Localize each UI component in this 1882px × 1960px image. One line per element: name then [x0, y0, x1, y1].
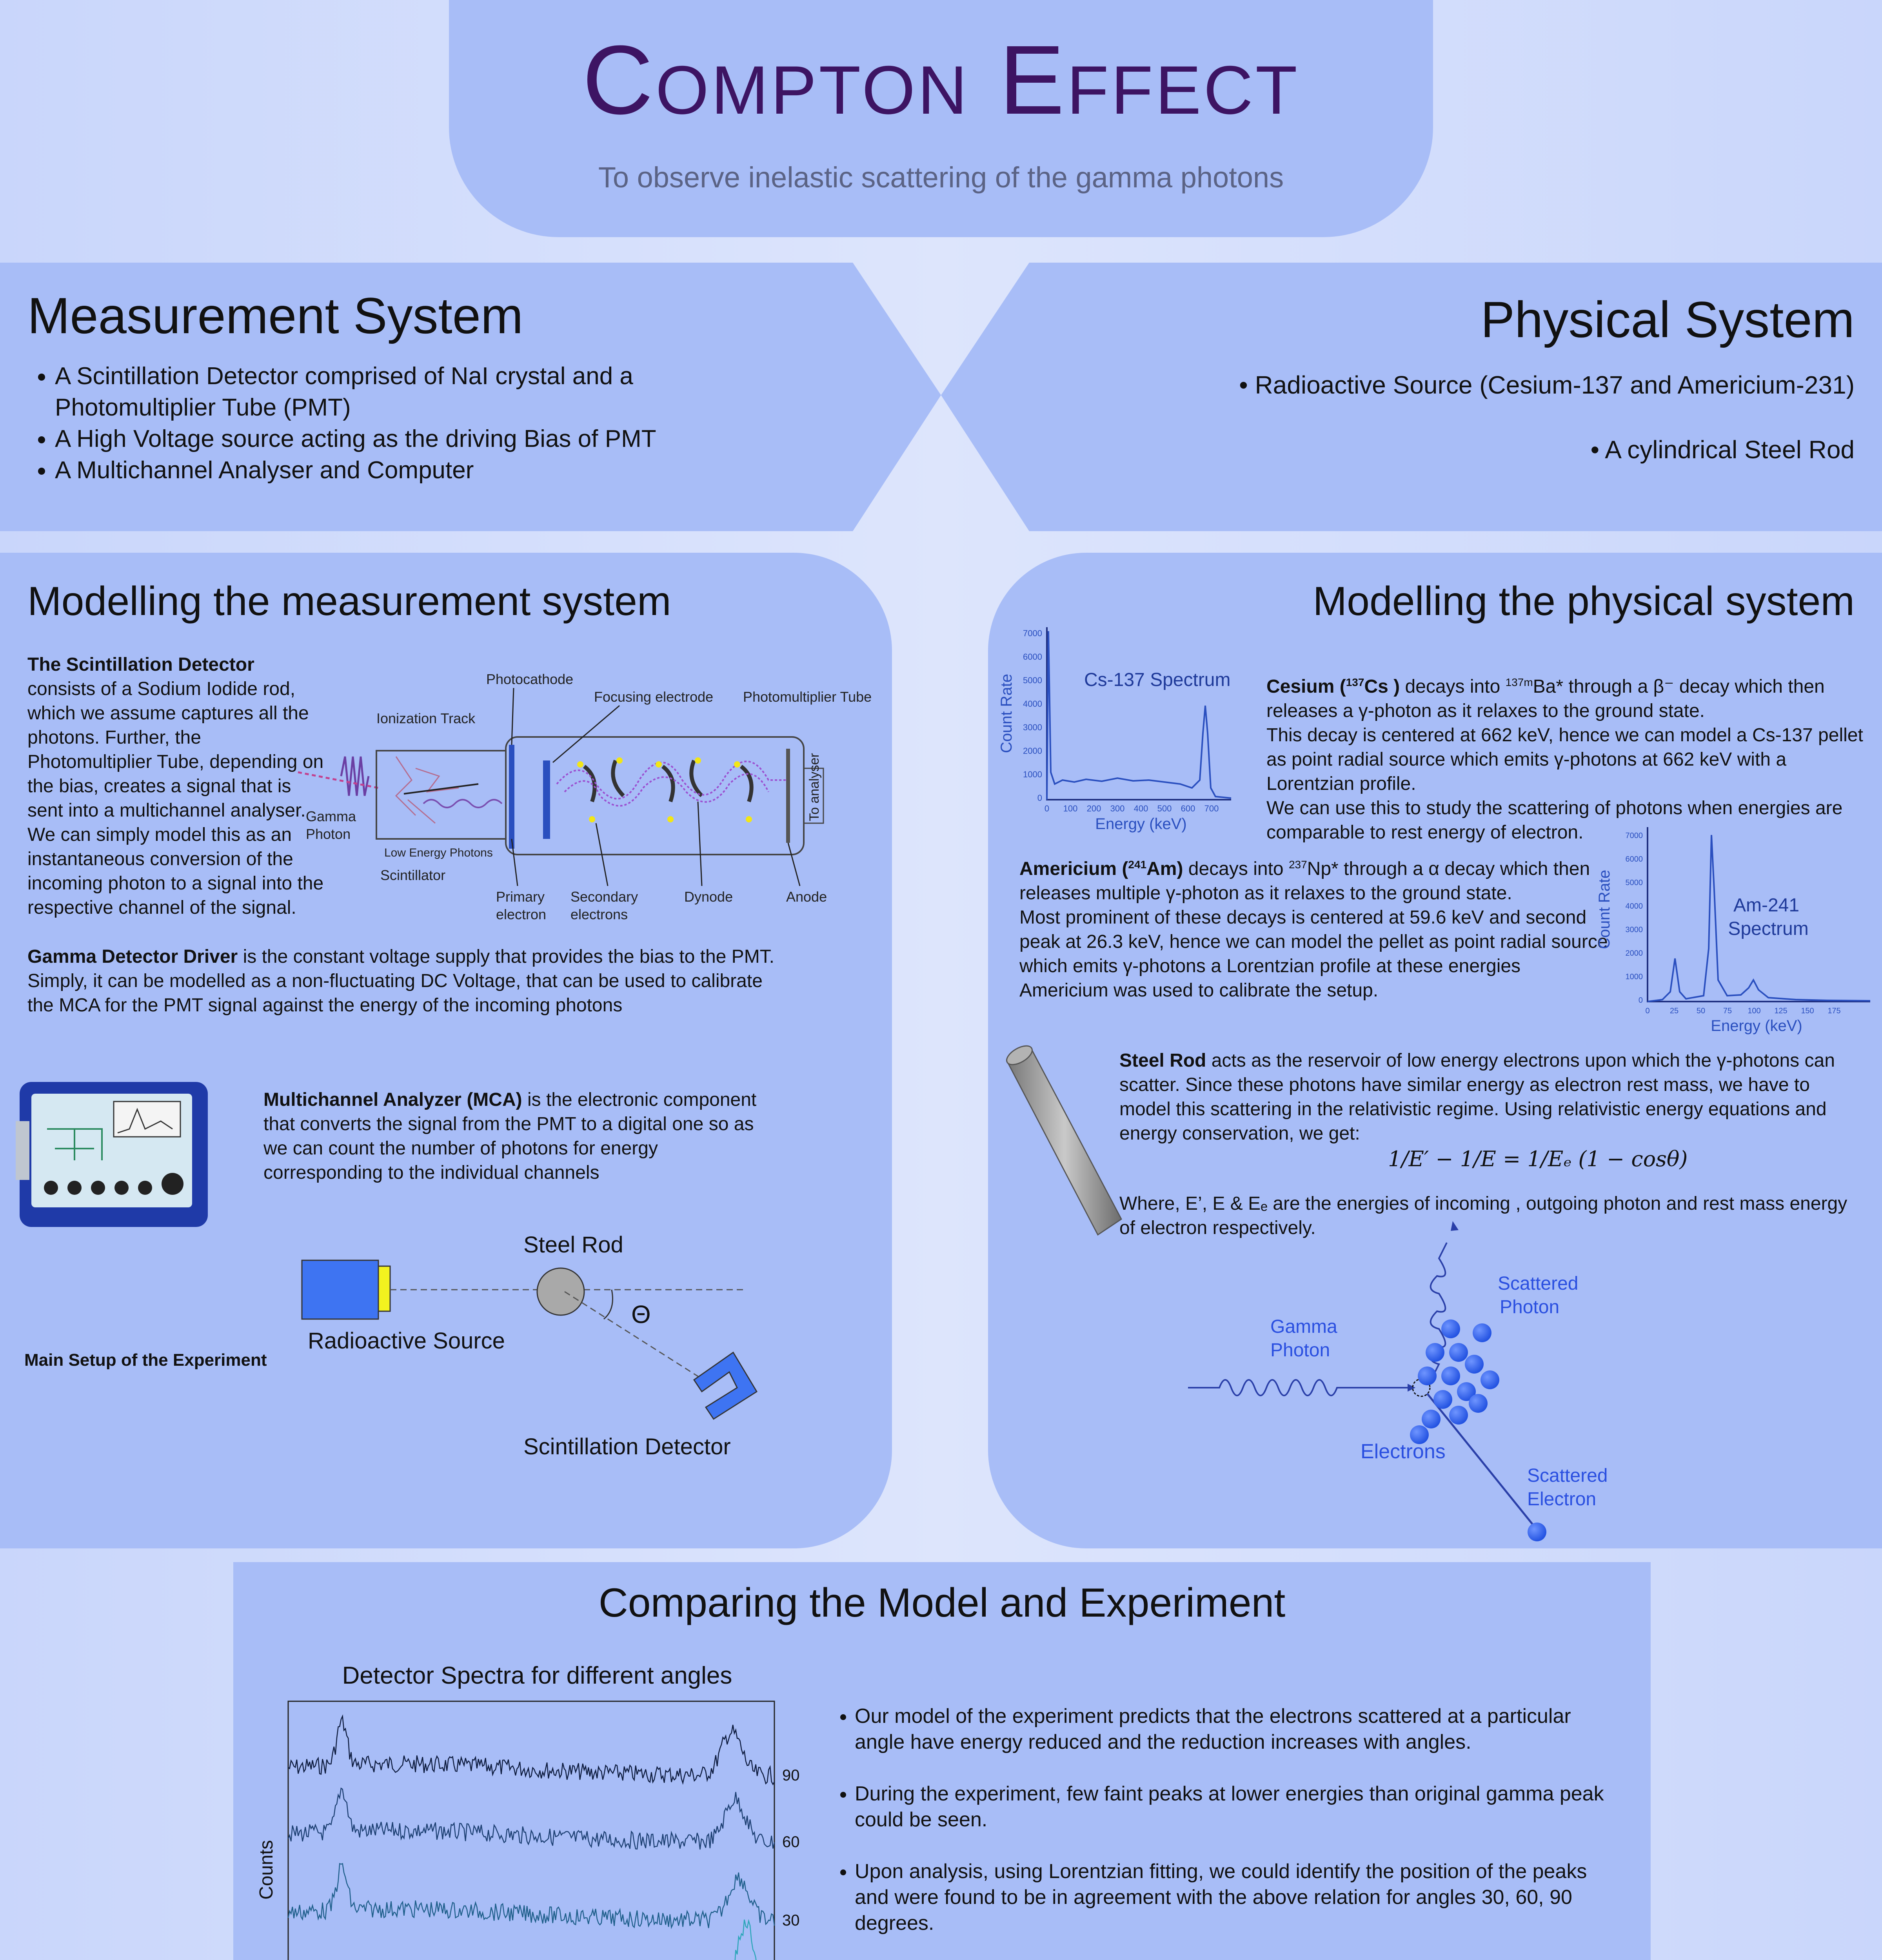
list-item: • Upon analysis, using Lorentzian fitting, we could identify the position of the peaks and were found to be in agreement with the above relation for angles 30, 60, 90 degrees. [855, 1858, 1608, 1936]
cs-ytick: 6000 [1023, 652, 1042, 662]
label-secondary-electrons: electrons [570, 906, 628, 922]
list-item: Radioactive Source (Cesium-137 and Americium-231) [1255, 371, 1855, 399]
label-to-analyser: To analyser [807, 753, 822, 821]
scintillation-paragraph: The Scintillation Detector consists of a Sodium Iodide rod, which we assume captures all the photons. Further, the Photomultiplier Tube, depending on the bias, creates a signal that is sent into a multichannel analyser. We can simply model this as an instantaneous conversion of the incoming photon to a signal into the respective channel of the signal. [27, 654, 324, 918]
dynodes [584, 760, 752, 802]
cesium-paragraph: Cesium ($^{137}$Cs ) decays into $^{137m}$Ba* through a β⁻ decay which then releases a γ-photon as it relaxes to the ground state. This decay is centered at 662 keV, hence we can model a Cs-137 pellet as point radial source which emits γ-photons at 662 keV with a Lorentzian profile. We can use this to study the scattering of photons when energies are comparable to rest energy of electron. [1266, 676, 1863, 843]
am-ytick: 2000 [1625, 949, 1643, 958]
series-line-0 [288, 1920, 774, 1960]
am-ytick: 3000 [1625, 926, 1643, 934]
cs-spectrum-line [1047, 631, 1231, 800]
anode [786, 749, 790, 843]
focusing-electrode [543, 760, 550, 839]
ionization-track [396, 757, 459, 823]
page-title: Compton Effect [582, 25, 1300, 134]
setup-diagram [298, 1235, 808, 1478]
page-subtitle: To observe inelastic scattering of the gamma photons [598, 161, 1284, 194]
label-leaders [512, 688, 800, 886]
cs-xlabel: Energy (keV) [1095, 815, 1187, 833]
detector-shape [694, 1352, 757, 1419]
am-ytick: 5000 [1625, 878, 1643, 887]
chart-title: Detector Spectra for different angles [342, 1662, 732, 1689]
am-ytick: 1000 [1625, 973, 1643, 981]
label-scattered-electron-2: Electron [1527, 1489, 1597, 1510]
pmt-body [506, 737, 804, 855]
am-ytick: 7000 [1625, 831, 1643, 840]
series-line-30 [288, 1864, 774, 1928]
cs-ylabel: Count Rate [998, 673, 1015, 753]
scintillator-box [376, 751, 506, 839]
label-scattered-photon-2: Photon [1500, 1297, 1560, 1318]
list-item: • A Multichannel Analyser and Computer [55, 455, 721, 486]
list-item: A cylindrical Steel Rod [1605, 436, 1855, 464]
am-chart-title-2: Spectrum [1728, 918, 1809, 939]
label-secondary: Secondary [570, 889, 638, 905]
label-scattered-photon: Scattered [1498, 1273, 1579, 1294]
label-photocathode: Photocathode [486, 671, 574, 687]
cs-ytick: 3000 [1023, 722, 1042, 732]
measurement-system-list [27, 361, 721, 486]
physical-system-item: • Radioactive Source (Cesium-137 and Americium-231) [1239, 371, 1855, 399]
list-item: • Our model of the experiment predicts that the electrons scattered at a particular angle have energy reduced and the reduction increases with angles. [855, 1703, 1608, 1755]
am-xtick: 100 [1748, 1007, 1761, 1015]
steel-rod-circle [537, 1268, 584, 1315]
cs-ytick: 0 [1037, 793, 1042, 803]
cs-axes [1047, 627, 1231, 800]
radioactive-source-box [302, 1260, 378, 1319]
label-source: Radioactive Source [308, 1328, 505, 1354]
am-xlabel: Energy (keV) [1711, 1017, 1802, 1034]
theta-arc [604, 1290, 613, 1319]
list-item: • A Scintillation Detector comprised of NaI crystal and a Photomultiplier Tube (PMT) [55, 361, 721, 423]
physical-system-item: • A cylindrical Steel Rod [1590, 436, 1855, 464]
pmt-diagram [282, 666, 894, 941]
am-xtick: 25 [1669, 1007, 1679, 1015]
am-xtick: 125 [1774, 1007, 1788, 1015]
cs-ytick: 5000 [1023, 675, 1042, 685]
label-primary-electron: electron [496, 906, 547, 922]
compton-equation: 1/E′ − 1/E = 1/Eₑ (1 − cosθ) [1388, 1147, 1688, 1171]
series-label: 60 [782, 1833, 800, 1851]
label-scattered-electron: Scattered [1527, 1465, 1608, 1486]
cs-chart-title: Cs-137 Spectrum [1084, 670, 1231, 690]
cs-ytick: 1000 [1023, 769, 1042, 779]
scattering-diagram [1176, 1215, 1686, 1548]
scattered-electron [1528, 1523, 1546, 1541]
label-scintillator: Scintillator [380, 867, 446, 883]
am-xtick: 175 [1828, 1007, 1841, 1015]
chart-ylabel: Counts [256, 1840, 277, 1900]
label-primary: Primary [496, 889, 545, 905]
label-gamma: Gamma [306, 808, 356, 824]
label-photon: Photon [306, 826, 351, 842]
cs-xtick: 200 [1086, 804, 1101, 813]
label-pmt: Photomultiplier Tube [743, 689, 872, 705]
driver-paragraph: Gamma Detector Driver is the constant voltage supply that provides the bias to the PMT. Simply, it can be modelled as a non-fluctuating DC Voltage, that can be used to calibrate the MCA for the PMT signal against the energy of the incoming photons [27, 946, 775, 1016]
cs-xtick: 400 [1134, 804, 1148, 813]
am-xtick: 150 [1801, 1007, 1814, 1015]
cs-xtick: 700 [1204, 804, 1219, 813]
label-gamma: Gamma [1270, 1316, 1337, 1337]
cs137-chart [996, 615, 1255, 843]
label-photon: Photon [1270, 1340, 1330, 1361]
cs-ytick: 7000 [1023, 628, 1042, 638]
spectra-chart [255, 1658, 843, 1960]
label-anode: Anode [786, 889, 827, 905]
mca-paragraph: Multichannel Analyzer (MCA) is the electronic component that converts the signal from the PMT to a digital one so as we can count the number of photons for energy corresponding to the individual channels [263, 1089, 757, 1183]
label-ionization: Ionization Track [376, 710, 476, 726]
series-line-90 [288, 1716, 774, 1784]
photocathode-bar [509, 745, 514, 849]
label-focusing: Focusing electrode [594, 689, 714, 705]
label-electrons: Electrons [1361, 1440, 1446, 1463]
label-steel-rod: Steel Rod [523, 1235, 623, 1258]
electron-cloud [1410, 1319, 1499, 1444]
source-window [378, 1266, 390, 1311]
modelling-measurement-heading: Modelling the measurement system [27, 579, 671, 624]
low-energy-wave [423, 800, 502, 808]
incoming-photon-wave [1188, 1380, 1412, 1396]
track-line [404, 784, 478, 794]
where-paragraph: Where, E’, E & Eₑ are the energies of incoming , outgoing photon and rest mass energy of electron respectively. [1119, 1193, 1847, 1238]
modelling-physical-heading: Modelling the physical system [1313, 579, 1855, 624]
am-xtick: 50 [1696, 1007, 1706, 1015]
gamma-photon-wave [298, 757, 378, 796]
steel-rod-paragraph: Steel Rod acts as the reservoir of low energy electrons upon which the γ-photons can scatter. Since these photons have similar energy as electron rest mass, we have to model this scattering in the relativistic regime. Using relativistic energy equations and energy conservation, we get: [1119, 1050, 1835, 1144]
cs-xtick: 0 [1044, 804, 1050, 813]
list-item: • During the experiment, few faint peaks at lower energies than original gamma peak could be seen. [855, 1781, 1608, 1833]
label-low-energy: Low Energy Photons [384, 846, 493, 859]
steel-rod-image [996, 1039, 1125, 1250]
cs-ytick: 4000 [1023, 699, 1042, 709]
am-xtick: 0 [1645, 1007, 1650, 1015]
label-dynode: Dynode [684, 889, 733, 905]
americium-paragraph: Americium ($^{241}$Am) decays into $^{237}$Np* through a α decay which then releases multiple γ-photon as it relaxes to the ground state. Most prominent of these decays is centered at 59.6 keV and second peak at 26.3 keV, hence we can model the pellet as point radial source which emits γ-photons a Lorentzian profile at these energies Americium was used to calibrate the setup. [1019, 858, 1608, 1001]
cs-xtick: 600 [1181, 804, 1195, 813]
series-line-60 [288, 1788, 774, 1849]
cs-xtick: 100 [1063, 804, 1078, 813]
series-label: 30 [782, 1912, 800, 1929]
am241-chart [1592, 811, 1882, 1039]
list-item: • A High Voltage source acting as the driving Bias of PMT [55, 423, 721, 455]
physical-system-heading: Physical System [1481, 291, 1855, 348]
measurement-system-heading: Measurement System [27, 287, 523, 344]
am-chart-title: Am-241 [1733, 895, 1800, 916]
cs-xtick: 500 [1157, 804, 1172, 813]
am-ytick: 0 [1638, 996, 1643, 1005]
comparison-list [827, 1703, 1608, 1936]
am-xtick: 75 [1723, 1007, 1732, 1015]
am-ylabel: Count Rate [1596, 869, 1613, 949]
am-ytick: 6000 [1625, 855, 1643, 864]
comparison-heading: Comparing the Model and Experiment [598, 1580, 1286, 1626]
cs-ytick: 2000 [1023, 746, 1042, 756]
label-theta: Θ [631, 1300, 651, 1328]
mca-device-image [16, 1070, 212, 1235]
cs-xtick: 300 [1110, 804, 1125, 813]
am-ytick: 4000 [1625, 902, 1643, 911]
label-detector: Scintillation Detector [523, 1434, 731, 1459]
setup-caption: Main Setup of the Experiment [24, 1350, 267, 1370]
series-label: 90 [782, 1767, 800, 1784]
